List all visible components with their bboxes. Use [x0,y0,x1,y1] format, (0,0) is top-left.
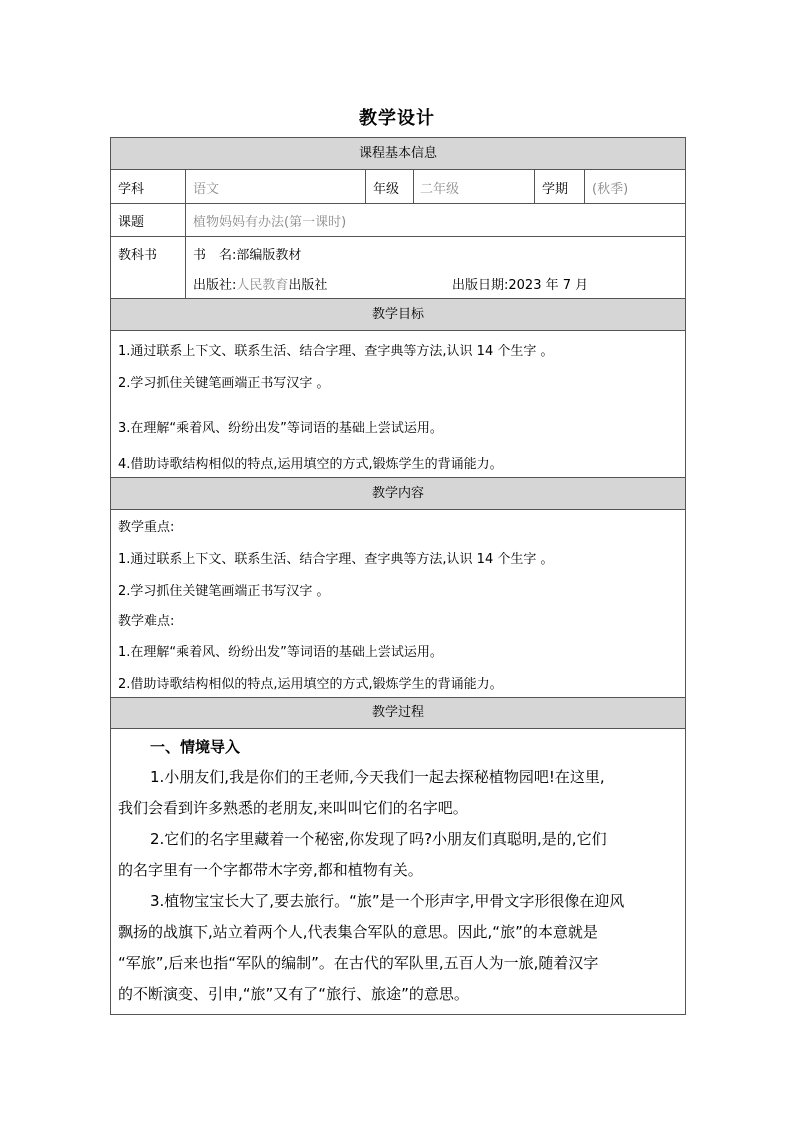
process-paragraph-line: 3.植物宝宝长大了,要去旅行。“旅”是一个形声字,甲骨文字形很像在迎风 [150,892,625,910]
lesson-plan-table [110,137,686,1015]
label-column-divider [185,170,186,298]
process-paragraph-line: 飘扬的战旗下,站立着两个人,代表集合军队的意思。因此,“旅”的本意就是 [118,923,598,941]
objective-item: 1.通过联系上下文、联系生活、结合字理、查字典等方法,认识 14 个生字 。 [118,344,554,359]
objective-item: 2.学习抓住关键笔画端正书写汉字 。 [118,376,330,391]
textbook-label: 教科书 [118,248,158,263]
cell-divider [534,170,535,203]
row-divider [110,236,686,237]
objective-item: 3.在理解“乘着风、纷纷出发”等词语的基础上尝试运用。 [118,421,443,436]
term-value: (秋季) [592,182,629,197]
cell-divider [413,170,414,203]
process-paragraph-line: 我们会看到许多熟悉的老朋友,来叫叫它们的名字吧。 [118,799,468,817]
publisher [193,274,327,293]
term-label: 学期 [542,182,569,197]
publisher-suffix: 出版社 [288,278,328,293]
process-paragraph-line: 的不断演变、引申,“旅”又有了“旅行、旅途”的意思。 [118,985,469,1003]
content-header: 教学内容 [110,477,686,510]
process-paragraph-line: 1.小朋友们,我是你们的王老师,今天我们一起去探秘植物园吧!在这里, [150,768,605,786]
key-point-item: 2.学习抓住关键笔画端正书写汉字 。 [118,584,330,599]
cell-divider [365,170,366,203]
process-paragraph-line: “军旅”,后来也指“军队的编制”。在古代的军队里,五百人为一旅,随着汉字 [118,954,599,972]
grade-label: 年级 [373,182,400,197]
publisher-label: 出版社: [193,278,237,293]
objective-item: 4.借助诗歌结构相似的特点,运用填空的方式,锻炼学生的背诵能力。 [118,457,503,472]
difficult-point-item: 1.在理解“乘着风、纷纷出发”等词语的基础上尝试运用。 [118,645,443,660]
topic-label: 课题 [118,215,145,230]
publisher-value: 人民教育 [236,278,289,293]
difficult-points-label: 教学难点: [118,614,175,629]
topic-value: 植物妈妈有办法(第一课时) [193,215,347,230]
key-point-item: 1.通过联系上下文、联系生活、结合字理、查字典等方法,认识 14 个生字 。 [118,552,554,567]
process-paragraph-line: 的名字里有一个字都带木字旁,都和植物有关。 [118,861,423,879]
process-paragraph-line: 2.它们的名字里藏着一个秘密,你发现了吗?小朋友们真聪明,是的,它们 [150,830,607,848]
key-points-label: 教学重点: [118,520,175,535]
subject-value: 语文 [193,182,220,197]
document-title: 教学设计 [359,108,435,129]
row-divider [110,203,686,204]
process-header: 教学过程 [110,697,686,729]
difficult-point-item: 2.借助诗歌结构相似的特点,运用填空的方式,锻炼学生的背诵能力。 [118,677,503,692]
course-info-header: 课程基本信息 [110,137,686,170]
publish-date: 出版日期:2023 年 7 月 [452,278,589,293]
cell-divider [584,170,585,203]
objectives-header: 教学目标 [110,298,686,331]
section-heading: 一、情境导入 [150,738,241,756]
grade-value: 二年级 [420,182,460,197]
subject-label: 学科 [118,182,145,197]
book-name: 书 名:部编版教材 [193,248,302,263]
